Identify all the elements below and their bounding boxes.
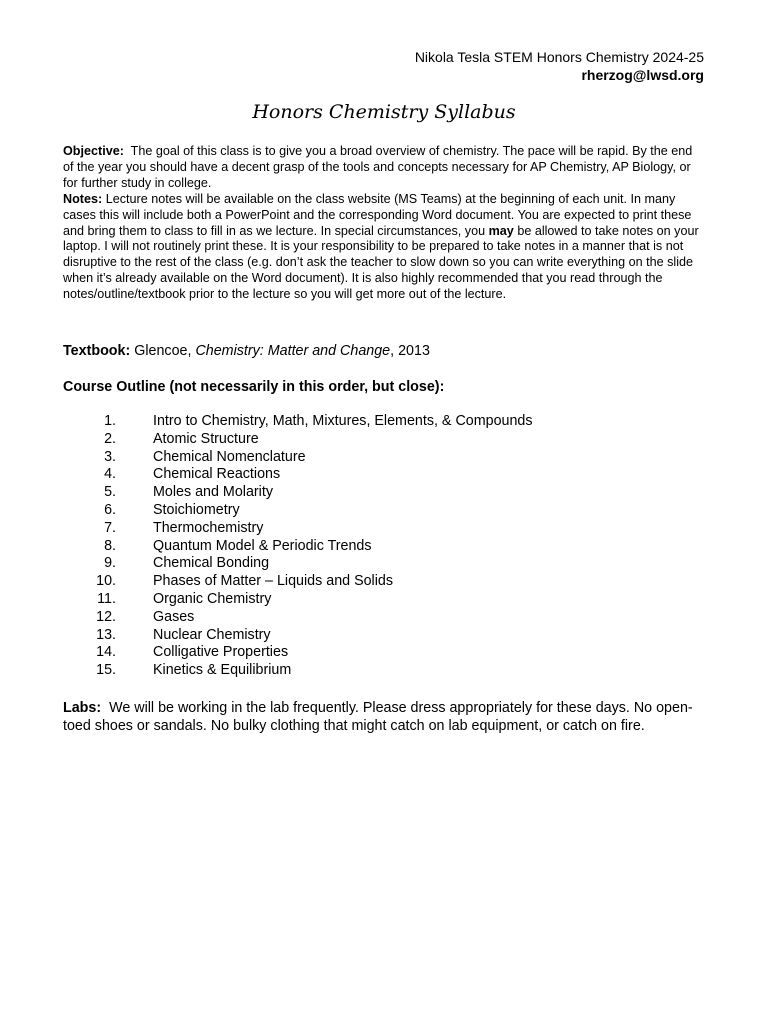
outline-item-number: 15.	[96, 662, 116, 679]
outline-item-number: 1.	[104, 413, 116, 429]
textbook-title: Chemistry: Matter and Change	[195, 343, 391, 359]
teacher-email[interactable]: rherzog@lwsd.org	[581, 67, 704, 83]
outline-item-number: 6.	[104, 501, 116, 518]
outline-item-text: Chemical Nomenclature	[153, 448, 306, 465]
outline-item-text: Colligative Properties	[153, 644, 289, 661]
notes-emphasis: may	[488, 223, 514, 238]
textbook-publisher: Glencoe,	[134, 343, 192, 359]
outline-item-number: 14.	[96, 644, 116, 661]
outline-item-text: Organic Chemistry	[153, 590, 272, 607]
outline-item-text: Gases	[153, 608, 195, 625]
outline-item-text: Stoichiometry	[153, 501, 240, 518]
notes-text-before: Lecture notes will be available on the class website (MS Teams) at the beginning of each unit. In many cases this will include both a PowerPoint and the corresponding Word document. You are expected to print these and bring them to class to fill in as we lecture. In special circumstances, you	[63, 191, 692, 238]
outline-item-number: 5.	[104, 484, 116, 501]
outline-item-number: 13.	[96, 626, 116, 643]
outline-item-text: Quantum Model & Periodic Trends	[153, 537, 372, 554]
outline-item-text: Thermochemistry	[153, 519, 264, 536]
outline-item-number: 12.	[96, 608, 116, 625]
outline-item	[0, 484, 768, 502]
outline-item-text: Nuclear Chemistry	[153, 626, 271, 643]
outline-item-text: Intro to Chemistry, Math, Mixtures, Elements, & Compounds	[153, 413, 533, 429]
textbook-year: , 2013	[390, 343, 430, 359]
outline-item-number: 7.	[104, 519, 116, 536]
outline-item-number: 4.	[104, 466, 116, 483]
course-outline-heading: Course Outline (not necessarily in this order, but close):	[63, 379, 445, 395]
course-outline-list	[0, 413, 768, 680]
outline-item	[0, 573, 768, 591]
outline-item-text: Chemical Reactions	[153, 466, 281, 483]
outline-item	[0, 431, 768, 449]
labs-text: We will be working in the lab frequently. Please dress appropriately for these days. No open-toed shoes or sandals. No bulky clothing that might catch on lab equipment, or catch on fire.	[63, 700, 693, 735]
outline-item-number: 11.	[97, 590, 116, 607]
notes-text-after: be allowed to take notes on your laptop. I will not routinely print these. It is your responsibility to be prepared to take notes in a manner that is not disruptive to the rest of the class (e.g. don’t ask the teacher to slow down so you can write everything on the slide when it’s already available on the Word document). It is also highly recommended that you read through the notes/outline/textbook prior to the lecture so you will get more out of the lecture.	[63, 223, 699, 302]
outline-item-number: 10.	[96, 573, 116, 590]
textbook-line	[63, 342, 703, 360]
course-heading: Nikola Tesla STEM Honors Chemistry 2024-25	[414, 49, 704, 65]
outline-item	[0, 644, 768, 662]
outline-item-number: 9.	[104, 555, 116, 572]
outline-item	[0, 449, 768, 467]
textbook-label: Textbook:	[63, 343, 131, 359]
page-title: Honors Chemistry Syllabus	[252, 101, 516, 123]
outline-item	[0, 662, 768, 680]
document-header	[415, 48, 704, 84]
outline-item-text: Chemical Bonding	[153, 555, 270, 572]
outline-item-number: 2.	[104, 430, 116, 447]
outline-item	[0, 555, 768, 573]
labs-label: Labs:	[63, 700, 102, 716]
objective-text: The goal of this class is to give you a broad overview of chemistry. The pace will be rapid. By the end of the year you should have a decent grasp of the tools and concepts necessary for AP Chemistry, AP Biology, or for further study in college.	[63, 144, 693, 190]
outline-item	[0, 502, 768, 520]
outline-item	[0, 538, 768, 556]
outline-item-text: Atomic Structure	[153, 430, 259, 447]
outline-item	[0, 591, 768, 609]
outline-item	[0, 609, 768, 627]
outline-item	[0, 413, 768, 431]
outline-item-text: Phases of Matter – Liquids and Solids	[153, 573, 394, 590]
outline-item-text: Moles and Molarity	[153, 484, 273, 501]
outline-item-number: 3.	[104, 448, 116, 465]
outline-item	[0, 520, 768, 538]
outline-item	[0, 466, 768, 484]
objective-section	[63, 144, 703, 303]
outline-item-number: 8.	[104, 537, 116, 554]
labs-section	[63, 699, 708, 736]
outline-item	[0, 627, 768, 645]
objective-label: Objective:	[63, 144, 124, 158]
outline-item-text: Kinetics & Equilibrium	[153, 662, 292, 679]
notes-label: Notes:	[63, 191, 103, 206]
